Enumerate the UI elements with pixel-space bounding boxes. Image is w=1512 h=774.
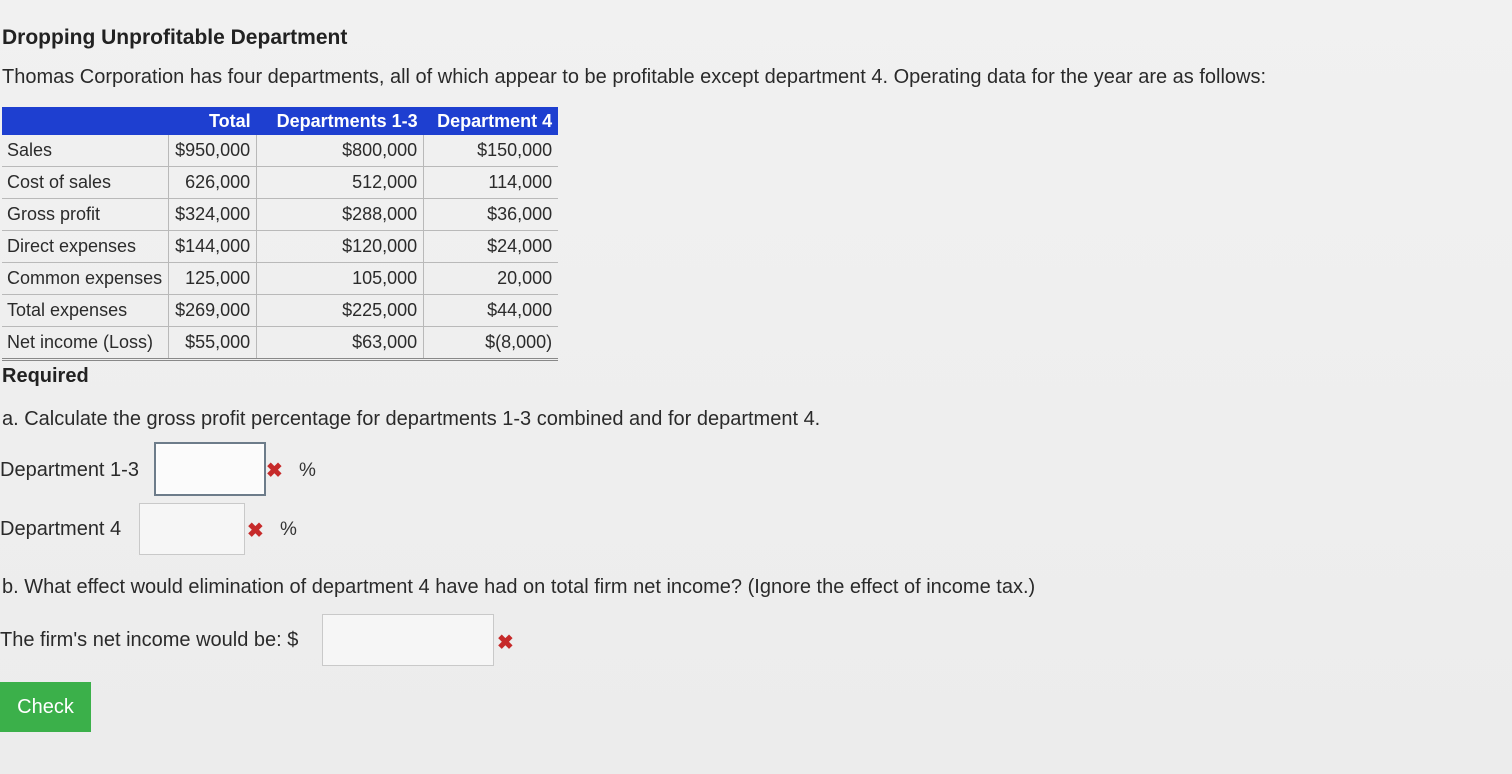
departments-1-3-cell: $288,000 <box>257 199 424 231</box>
problem-intro: Thomas Corporation has four departments, all of which appear to be profitable except department 4. Operating data for the year are as follows: <box>2 66 1267 88</box>
total-cell: $324,000 <box>169 199 257 231</box>
total-cell: 626,000 <box>169 167 257 199</box>
row-label: Cost of sales <box>2 167 169 199</box>
table-row <box>2 263 558 295</box>
question-b: b. What effect would elimination of department 4 have had on total firm net income? (Ignore the effect of income tax.) <box>2 576 1036 598</box>
header-total: Total <box>169 107 257 135</box>
departments-1-3-cell: $120,000 <box>257 231 424 263</box>
row-label: Gross profit <box>2 199 169 231</box>
department-4-cell: $36,000 <box>424 199 559 231</box>
question-a: a. Calculate the gross profit percentage for departments 1-3 combined and for department 4. <box>2 408 821 430</box>
table-row <box>2 327 558 360</box>
departments-1-3-cell: 105,000 <box>257 263 424 295</box>
dept-4-label: Department 4 <box>0 518 122 540</box>
dept-4-percent-input[interactable] <box>139 503 245 555</box>
percent-unit: % <box>280 519 297 540</box>
incorrect-x-icon: ✖ <box>266 460 283 482</box>
required-heading: Required <box>2 365 89 387</box>
row-label: Net income (Loss) <box>2 327 169 360</box>
header-blank <box>2 107 169 135</box>
table-row <box>2 167 558 199</box>
header-department-4: Department 4 <box>424 107 559 135</box>
table-header-row <box>2 107 558 135</box>
incorrect-x-icon: ✖ <box>497 632 514 654</box>
department-4-cell: $150,000 <box>424 135 559 167</box>
total-cell: $950,000 <box>169 135 257 167</box>
check-button[interactable]: Check <box>0 682 91 732</box>
row-label: Total expenses <box>2 295 169 327</box>
departments-1-3-cell: $63,000 <box>257 327 424 360</box>
row-label: Direct expenses <box>2 231 169 263</box>
total-cell: $144,000 <box>169 231 257 263</box>
operating-data-table <box>2 107 558 361</box>
percent-unit: % <box>299 460 316 481</box>
dept-1-3-percent-input[interactable] <box>154 442 266 496</box>
dept-1-3-label: Department 1-3 <box>0 459 139 481</box>
departments-1-3-cell: $225,000 <box>257 295 424 327</box>
department-4-cell: 114,000 <box>424 167 559 199</box>
department-4-cell: $44,000 <box>424 295 559 327</box>
header-departments-1-3: Departments 1-3 <box>257 107 424 135</box>
page-title: Dropping Unprofitable Department <box>2 26 348 49</box>
departments-1-3-cell: $800,000 <box>257 135 424 167</box>
total-cell: $55,000 <box>169 327 257 360</box>
table-row <box>2 135 558 167</box>
department-4-cell: 20,000 <box>424 263 559 295</box>
table-row <box>2 231 558 263</box>
incorrect-x-icon: ✖ <box>247 520 264 542</box>
total-cell: $269,000 <box>169 295 257 327</box>
department-4-cell: $(8,000) <box>424 327 559 360</box>
table-row <box>2 295 558 327</box>
total-cell: 125,000 <box>169 263 257 295</box>
net-income-input[interactable] <box>322 614 494 666</box>
table-row <box>2 199 558 231</box>
row-label: Common expenses <box>2 263 169 295</box>
row-label: Sales <box>2 135 169 167</box>
departments-1-3-cell: 512,000 <box>257 167 424 199</box>
department-4-cell: $24,000 <box>424 231 559 263</box>
net-income-label: The firm's net income would be: $ <box>0 629 299 651</box>
